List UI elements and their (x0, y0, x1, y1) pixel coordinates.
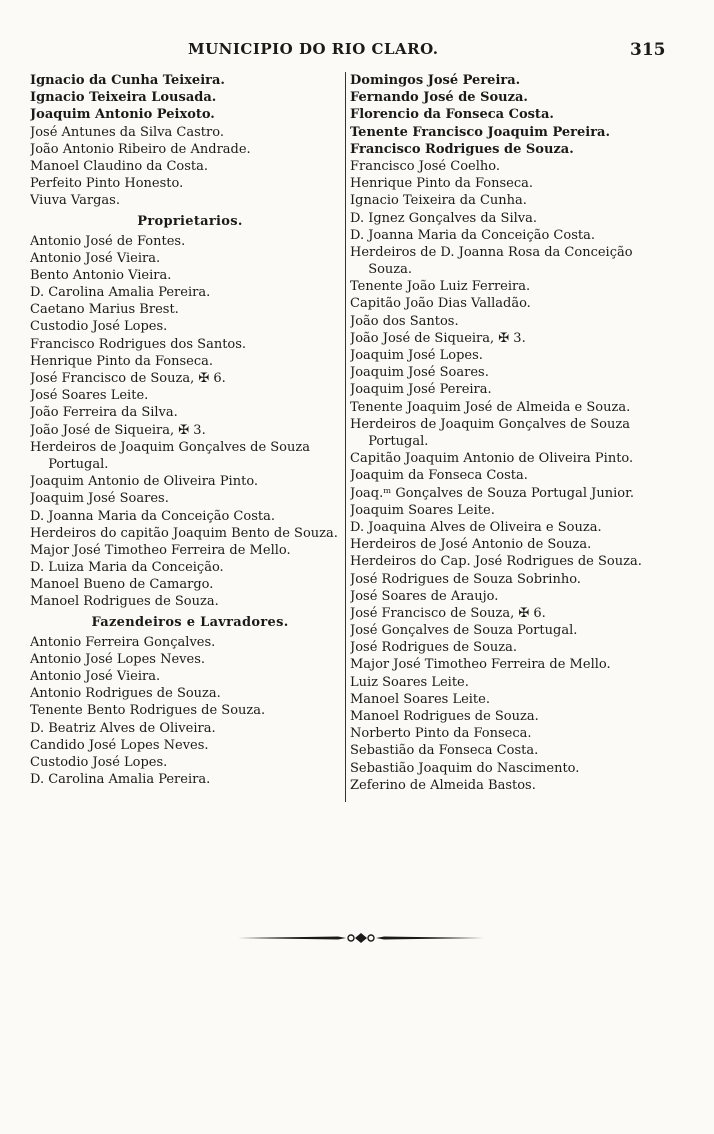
list-item: Perfeito Pinto Honesto. (30, 176, 184, 192)
list-item: Joaquim José Soares. (350, 365, 489, 381)
list-item: Herdeiros de Joaquim Gonçalves de Souza Portugal. (30, 439, 310, 472)
list-item: João José de Siqueira, ✠ 3. (350, 330, 526, 346)
list-item: Domingos José Pereira. (350, 73, 521, 88)
list-item: Antonio José Vieira. (30, 250, 161, 266)
list-item: Candido José Lopes Neves. (30, 737, 209, 753)
list-item: Capitão João Dias Valladão. (350, 296, 531, 312)
list-item: Tenente Bento Rodrigues de Souza. (30, 703, 266, 719)
list-item: Antonio Ferreira Gonçalves. (30, 634, 216, 650)
right-column (350, 72, 672, 794)
list-item: Major José Timotheo Ferreira de Mello. (30, 542, 291, 558)
list-item: João José de Siqueira, ✠ 3. (30, 422, 206, 438)
list-item: Capitão Joaquim Antonio de Oliveira Pinto. (350, 451, 634, 467)
list-item: Herdeiros do capitão Joaquim Bento de Souza. (30, 525, 338, 541)
list-item: José Antunes da Silva Castro. (30, 124, 224, 140)
list-item: D. Luiza Maria da Conceição. (30, 560, 224, 576)
list-item: D. Beatriz Alves de Oliveira. (30, 720, 216, 736)
list-item: D. Joaquina Alves de Oliveira e Souza. (350, 519, 602, 535)
list-item: Tenente Francisco Joaquim Pereira. (350, 124, 610, 140)
list-item: Henrique Pinto da Fonseca. (350, 176, 533, 192)
list-item: Manoel Rodrigues de Souza. (350, 709, 539, 724)
list-item: Florencio da Fonseca Costa. (350, 107, 554, 123)
list-item: Major José Timotheo Ferreira de Mello. (350, 657, 611, 673)
list-item: Viuva Vargas. (30, 193, 120, 209)
list-item: D. Carolina Amalia Pereira. (30, 772, 211, 788)
list-item: Custodio José Lopes. (30, 319, 168, 335)
list-item: Joaquim Antonio Peixoto. (30, 107, 215, 123)
list-item: Francisco Rodrigues dos Santos. (30, 336, 247, 352)
list-item: Joaquim José Soares. (30, 491, 169, 507)
list-item: Francisco Rodrigues de Souza. (350, 141, 574, 157)
list-item: Herdeiros de Joaquim Gonçalves de Souza Portugal. (350, 416, 630, 449)
list-item: Herdeiros de D. Joanna Rosa da Conceição Souza. (350, 244, 633, 278)
list-item: João Antonio Ribeiro de Andrade. (30, 141, 251, 157)
list-item: João dos Santos. (350, 313, 459, 329)
list-item: Sebastião da Fonseca Costa. (350, 743, 539, 759)
list-item: Norberto Pinto da Fonseca. (350, 726, 532, 742)
list-item: Francisco José Coelho. (350, 158, 500, 174)
list-item: Antonio José de Fontes. (30, 233, 186, 249)
list-item: Antonio Rodrigues de Souza. (30, 686, 221, 702)
ornament-divider-icon (238, 930, 484, 946)
list-item: José Soares Leite. (30, 388, 149, 404)
list-item: Ignacio Teixeira Lousada. (30, 90, 217, 106)
list-item: Ignacio Teixeira da Cunha. (350, 193, 527, 209)
list-item: Herdeiros de José Antonio de Souza. (350, 537, 592, 553)
list-item: Antonio José Lopes Neves. (30, 651, 206, 667)
list-item: Joaquim da Fonseca Costa. (350, 468, 528, 484)
list-item: Manoel Rodrigues de Souza. (30, 594, 219, 610)
section-heading-proprietarios: Proprietarios. (137, 213, 243, 229)
list-item: D. Ignez Gonçalves da Silva. (350, 210, 537, 226)
left-column (30, 72, 350, 788)
list-item: Ignacio da Cunha Teixeira. (30, 73, 225, 88)
list-item: Zeferino de Almeida Bastos. (350, 777, 536, 793)
list-item: Sebastião Joaquim do Nascimento. (350, 760, 580, 776)
list-item: Fernando José de Souza. (350, 90, 528, 106)
list-item: José Rodrigues de Souza. (350, 640, 518, 656)
section-heading-fazendeiros: Fazendeiros e Lavradores. (91, 614, 289, 630)
list-item: Manoel Bueno de Camargo. (30, 577, 214, 593)
list-item: José Rodrigues de Souza Sobrinho. (350, 571, 581, 587)
list-item: Tenente João Luiz Ferreira. (350, 279, 531, 295)
list-item: Herdeiros do Cap. José Rodrigues de Souza. (350, 554, 642, 570)
list-item: Joaquim José Pereira. (350, 382, 492, 398)
list-item: Bento Antonio Vieira. (30, 267, 172, 283)
list-item: D. Joanna Maria da Conceição Costa. (350, 227, 595, 243)
list-item: Custodio José Lopes. (30, 754, 168, 770)
list-item: José Francisco de Souza, ✠ 6. (30, 371, 226, 386)
list-item: Manoel Claudino da Costa. (30, 158, 209, 174)
page-header (0, 40, 714, 64)
list-item: José Gonçalves de Souza Portugal. (350, 623, 578, 639)
list-item: Manoel Soares Leite. (350, 691, 490, 707)
list-item: Joaquim Antonio de Oliveira Pinto. (30, 474, 259, 490)
list-item: D. Carolina Amalia Pereira. (30, 285, 211, 301)
list-item: Joaquim José Lopes. (350, 348, 483, 364)
list-item: Joaq.ᵐ Gonçalves de Souza Portugal Junior. (350, 485, 635, 501)
list-item: José Francisco de Souza, ✠ 6. (350, 605, 546, 621)
list-item: João Ferreira da Silva. (30, 405, 178, 421)
list-item: D. Joanna Maria da Conceição Costa. (30, 508, 275, 524)
page-title: MUNICIPIO DO RIO CLARO. (188, 40, 439, 58)
list-item: José Soares de Araujo. (350, 588, 499, 604)
page-number: 315 (630, 40, 666, 60)
list-item: Tenente Joaquim José de Almeida e Souza. (350, 399, 631, 415)
list-item: Antonio José Vieira. (30, 669, 161, 685)
list-item: Caetano Marius Brest. (30, 302, 179, 318)
list-item: Luiz Soares Leite. (350, 674, 469, 690)
list-item: Joaquim Soares Leite. (350, 502, 495, 518)
list-item: Henrique Pinto da Fonseca. (30, 353, 213, 369)
